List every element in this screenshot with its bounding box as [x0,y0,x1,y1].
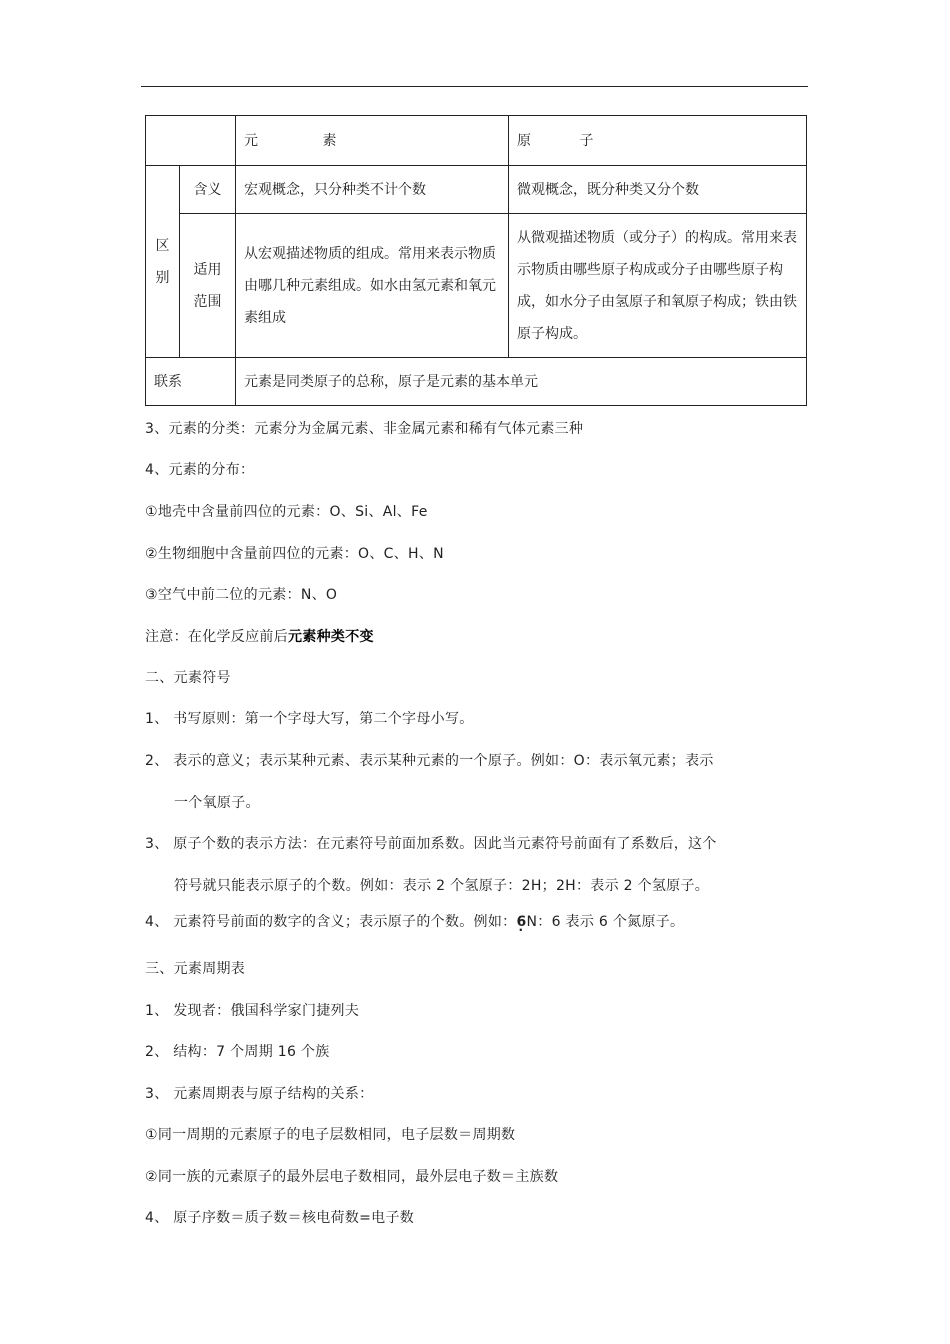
cell-atom-meaning: 微观概念，既分种类又分个数 [509,166,807,214]
text-line: ②生物细胞中含量前四位的元素：O、C、H、N [145,546,444,562]
table-header-row [146,116,807,166]
group-label-difference: 区别 [146,166,180,358]
text-line: 4、 元素符号前面的数字的含义；表示原子的个数。例如：6 ·N：6 表示 6 个氮原子。 [145,911,684,931]
text-line: 1、 书写原则：第一个字母大写，第二个字母小写。 [145,711,474,727]
text-line: ③空气中前二位的元素：N、O [145,587,338,603]
corner-cell [146,116,236,166]
comparison-table [145,115,807,406]
emphasis-number: 6 · [516,914,526,930]
section-heading: 二、元素符号 [145,670,231,686]
row-label-relation: 联系 [146,358,236,406]
text-line: ①地壳中含量前四位的元素：O、Si、Al、Fe [145,504,428,520]
text-line: 4、 原子序数＝质子数＝核电荷数=电子数 [145,1210,415,1226]
table-row [146,214,807,358]
header-atom: 原 子 [509,116,807,166]
text-line: 3、 原子个数的表示方法：在元素符号前面加系数。因此当元素符号前面有了系数后，这个 [145,836,717,852]
text-line: 一个氧原子。 [174,795,260,811]
text-line: 2、 结构：7 个周期 16 个族 [145,1044,330,1060]
table-row [146,166,807,214]
text-line: 3、 元素周期表与原子结构的关系： [145,1086,374,1102]
cell-element-scope: 从宏观描述物质的组成。常用来表示物质由哪几种元素组成。如水由氢元素和氧元素组成 [236,214,509,358]
cell-relation: 元素是同类原子的总称，原子是元素的基本单元 [236,358,807,406]
text-line: ②同一族的元素原子的最外层电子数相同，最外层电子数＝主族数 [145,1169,559,1185]
note-line: 注意：在化学反应前后元素种类不变 [145,629,374,645]
row-label-scope: 适用范围 [180,214,236,358]
section-heading: 三、元素周期表 [145,961,246,977]
text-line: 1、 发现者：俄国科学家门捷列夫 [145,1003,360,1019]
table-row [146,358,807,406]
text-line: 3、元素的分类：元素分为金属元素、非金属元素和稀有气体元素三种 [145,421,584,437]
text-line: 符号就只能表示原子的个数。例如：表示 2 个氢原子：2H；2H：表示 2 个氢原子。 [174,878,710,894]
header-rule [141,86,808,87]
text-line: 4、元素的分布： [145,462,255,478]
text-line: ①同一周期的元素原子的电子层数相同，电子层数＝周期数 [145,1127,516,1143]
row-label-meaning: 含义 [180,166,236,214]
cell-atom-scope: 从微观描述物质（或分子）的构成。常用来表示物质由哪些原子构成或分子由哪些原子构成，如水分子由氢原子和氧原子构成；铁由铁原子构成。 [509,214,807,358]
emphasis-text: 元素种类不变 [288,629,374,645]
header-element: 元 素 [236,116,509,166]
text-line: 2、 表示的意义；表示某种元素、表示某种元素的一个原子。例如：O：表示氧元素；表示 [145,753,714,769]
cell-element-meaning: 宏观概念，只分种类不计个数 [236,166,509,214]
